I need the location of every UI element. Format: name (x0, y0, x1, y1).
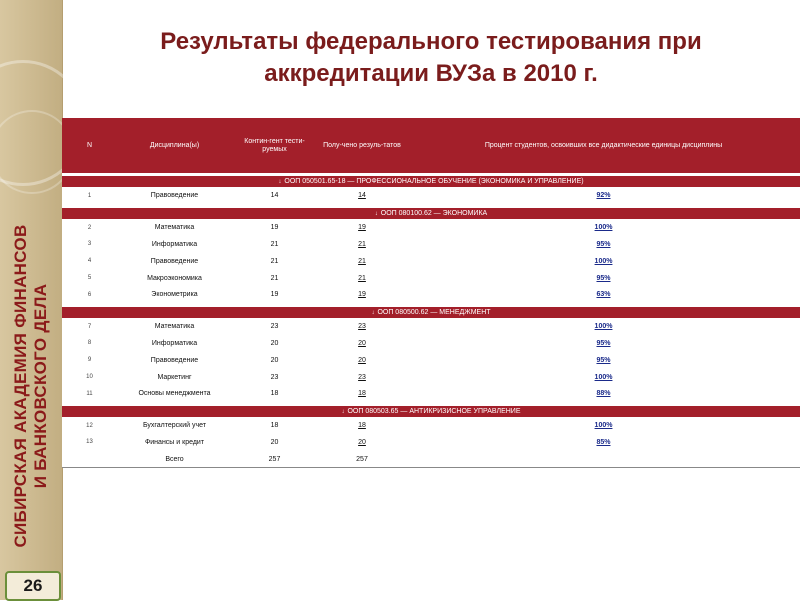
results-link[interactable]: 20 (317, 434, 407, 451)
percent-link[interactable]: 95% (407, 335, 800, 352)
percent-link[interactable]: 88% (407, 385, 800, 402)
total-contingent: 257 (232, 451, 317, 468)
discipline-cell: Маркетинг (117, 369, 232, 386)
discipline-cell: Правоведение (117, 188, 232, 205)
section-header-row (62, 176, 800, 188)
table-row (62, 385, 800, 402)
percent-link[interactable]: 100% (407, 369, 800, 386)
section-header-row (62, 406, 800, 418)
table-row (62, 253, 800, 270)
organization-name-line2: И БАНКОВСКОГО ДЕЛА (31, 283, 50, 489)
contingent-cell: 19 (232, 219, 317, 236)
contingent-cell: 19 (232, 286, 317, 303)
slide-title (70, 26, 792, 90)
slide-title-line2: аккредитации ВУЗа в 2010 г. (264, 60, 598, 87)
discipline-cell: Информатика (117, 236, 232, 253)
section-header (62, 406, 800, 418)
discipline-cell: Финансы и кредит (117, 434, 232, 451)
table-row (62, 335, 800, 352)
results-link[interactable]: 23 (317, 369, 407, 386)
percent-link[interactable]: 100% (407, 417, 800, 434)
row-number: 2 (62, 219, 117, 236)
contingent-cell: 21 (232, 253, 317, 270)
results-link[interactable]: 21 (317, 236, 407, 253)
percent-link[interactable]: 85% (407, 434, 800, 451)
section-title: ООП 080503.65 — АНТИКРИЗИСНОЕ УПРАВЛЕНИЕ (347, 407, 521, 415)
row-number: 6 (62, 286, 117, 303)
total-empty-cell (62, 451, 117, 468)
percent-link[interactable]: 95% (407, 270, 800, 287)
table-row (62, 188, 800, 205)
results-link[interactable]: 20 (317, 352, 407, 369)
percent-link[interactable]: 92% (407, 188, 800, 205)
row-number: 13 (62, 434, 117, 451)
table-row (62, 270, 800, 287)
table-row (62, 219, 800, 236)
percent-link[interactable]: 95% (407, 352, 800, 369)
table-row (62, 286, 800, 303)
organization-name-line1: СИБИРСКАЯ АКАДЕМИЯ ФИНАНСОВ (11, 224, 30, 548)
arrow-down-icon: ↓ (374, 210, 378, 217)
contingent-cell: 20 (232, 352, 317, 369)
sidebar (0, 0, 63, 600)
table-row (62, 434, 800, 451)
discipline-cell: Правоведение (117, 253, 232, 270)
percent-link[interactable]: 100% (407, 318, 800, 335)
contingent-cell: 21 (232, 270, 317, 287)
contingent-cell: 20 (232, 434, 317, 451)
percent-link[interactable]: 63% (407, 286, 800, 303)
total-empty-cell (407, 451, 800, 468)
table-row (62, 417, 800, 434)
results-link[interactable]: 18 (317, 417, 407, 434)
percent-link[interactable]: 95% (407, 236, 800, 253)
discipline-cell: Макроэкономика (117, 270, 232, 287)
results-link[interactable]: 19 (317, 219, 407, 236)
discipline-cell: Основы менеджмента (117, 385, 232, 402)
table-row (62, 318, 800, 335)
discipline-cell: Математика (117, 318, 232, 335)
percent-link[interactable]: 100% (407, 253, 800, 270)
contingent-cell: 18 (232, 417, 317, 434)
header-n: N (62, 118, 117, 173)
results-link[interactable]: 14 (317, 188, 407, 205)
header-discipline: Дисциплина(ы) (117, 118, 232, 173)
row-number: 4 (62, 253, 117, 270)
contingent-cell: 21 (232, 236, 317, 253)
percent-link[interactable]: 100% (407, 219, 800, 236)
row-number: 10 (62, 369, 117, 386)
total-results: 257 (317, 451, 407, 468)
row-number: 5 (62, 270, 117, 287)
arrow-down-icon: ↓ (278, 179, 282, 185)
results-link[interactable]: 21 (317, 253, 407, 270)
row-number: 9 (62, 352, 117, 369)
section-header-row (62, 208, 800, 220)
discipline-cell: Информатика (117, 335, 232, 352)
table-body (62, 173, 800, 468)
results-link[interactable]: 21 (317, 270, 407, 287)
contingent-cell: 18 (232, 385, 317, 402)
page-number: 26 (5, 571, 61, 601)
section-title: ООП 050501.65-18 — ПРОФЕССИОНАЛЬНОЕ ОБУЧЕНИЕ (ЭКОНОМИКА И УПРАВЛЕНИЕ) (284, 178, 584, 185)
results-link[interactable]: 18 (317, 385, 407, 402)
contingent-cell: 23 (232, 318, 317, 335)
contingent-cell: 23 (232, 369, 317, 386)
table-row (62, 369, 800, 386)
discipline-cell: Правоведение (117, 352, 232, 369)
section-title: ООП 080500.62 — МЕНЕДЖМЕНТ (377, 308, 491, 316)
results-link[interactable]: 19 (317, 286, 407, 303)
results-link[interactable]: 23 (317, 318, 407, 335)
section-header (62, 176, 800, 188)
row-number: 1 (62, 188, 117, 205)
table-row (62, 236, 800, 253)
row-number: 8 (62, 335, 117, 352)
organization-name (11, 216, 51, 556)
header-percent: Процент студентов, освоивших все дидактические единицы дисциплины (407, 118, 800, 173)
results-link[interactable]: 20 (317, 335, 407, 352)
total-row (62, 451, 800, 468)
table-header-row (62, 118, 800, 173)
section-header-row (62, 307, 800, 319)
total-label: Всего (117, 451, 232, 468)
row-number: 12 (62, 417, 117, 434)
contingent-cell: 20 (232, 335, 317, 352)
row-number: 3 (62, 236, 117, 253)
row-number: 7 (62, 318, 117, 335)
arrow-down-icon: ↓ (371, 309, 375, 316)
discipline-cell: Эконометрика (117, 286, 232, 303)
section-header (62, 208, 800, 220)
contingent-cell: 14 (232, 188, 317, 205)
results-table (62, 118, 800, 468)
header-results: Полу-чено резуль-татов (317, 118, 407, 173)
table-row (62, 352, 800, 369)
row-number: 11 (62, 385, 117, 402)
arrow-down-icon: ↓ (341, 408, 345, 415)
section-title: ООП 080100.62 — ЭКОНОМИКА (380, 209, 488, 217)
discipline-cell: Математика (117, 219, 232, 236)
slide-title-line1: Результаты федерального тестирования при (160, 28, 702, 55)
section-header (62, 307, 800, 319)
discipline-cell: Бухгалтерский учет (117, 417, 232, 434)
header-contingent: Контин-гент тести-руемых (232, 118, 317, 173)
